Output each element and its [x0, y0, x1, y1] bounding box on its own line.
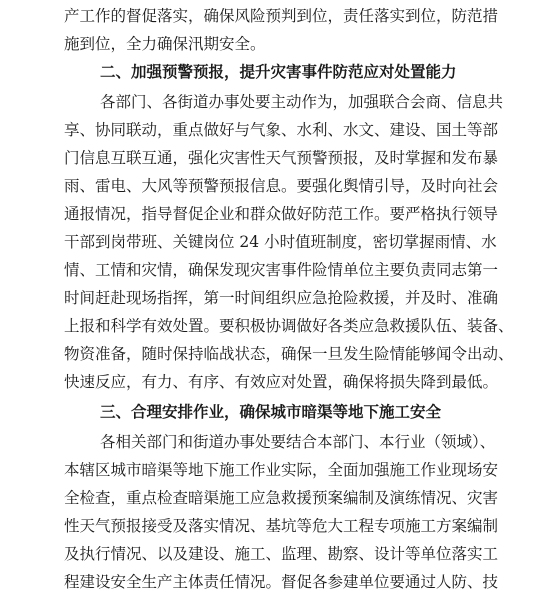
text-line: [0, 458, 547, 482]
line-text: 通报情况，指导督促企业和群众做好防范工作。要严格执行领导: [64, 205, 499, 223]
line-text: 各相关部门和街道办事处要结合本部门、本行业（领域）、: [100, 433, 496, 451]
line-text: 享、协同联动，重点做好与气象、水利、水文、建设、国土等部: [64, 121, 499, 139]
text-line: [0, 90, 547, 114]
line-text: 及执行情况、以及建设、施工、监理、勘察、设计等单位落实工: [64, 545, 499, 563]
line-text: 产工作的督促落实，确保风险预判到位，责任落实到位，防范措: [64, 7, 499, 25]
text-line: [0, 486, 547, 510]
text-line: [0, 430, 547, 454]
line-text: 施到位，全力确保汛期安全。: [64, 35, 266, 53]
line-text: 门信息互联互通，强化灾害性天气预警预报，及时掌握和发布暴: [64, 149, 499, 167]
line-text: 快速反应，有力、有序、有效应对处置，确保将损失降到最低。: [64, 373, 499, 391]
text-line: [0, 202, 547, 226]
text-line: [0, 570, 547, 594]
line-text: 时间赶赴现场指挥，第一时间组织应急抢险救援，并及时、准确: [64, 289, 499, 307]
text-line: [0, 258, 547, 282]
line-text: 各部门、各街道办事处要主动作为，加强联合会商、信息共: [100, 93, 504, 111]
line-text: 全检查，重点检查暗渠施工应急救援预案编制及演练情况、灾害: [64, 489, 499, 507]
text-line: [0, 32, 547, 56]
text-line: [0, 370, 547, 394]
text-line: [0, 514, 547, 538]
line-text: 情、工情和灾情，确保发现灾害事件险情单位主要负责同志第一: [64, 261, 499, 279]
line-text: 程建设安全生产主体责任情况。督促各参建单位要通过人防、技: [64, 573, 499, 591]
section-heading: [0, 400, 547, 424]
section-heading: [0, 60, 547, 84]
text-line: [0, 146, 547, 170]
text-line: [0, 4, 547, 28]
line-text: 本辖区城市暗渠等地下施工作业实际，全面加强施工作业现场安: [64, 461, 499, 479]
line-text: 物资准备，随时保持临战状态，确保一旦发生险情能够闻令出动、: [64, 345, 514, 363]
text-line: [0, 542, 547, 566]
text-line: [0, 286, 547, 310]
text-line: [0, 230, 547, 254]
line-text: 上报和科学有效处置。要积极协调做好各类应急救援队伍、装备、: [64, 317, 514, 335]
text-line: [0, 342, 547, 366]
heading-text: 三、合理安排作业，确保城市暗渠等地下施工安全: [100, 403, 442, 421]
text-line: [0, 314, 547, 338]
text-line: [0, 118, 547, 142]
line-text: 性天气预报接受及落实情况、基坑等危大工程专项施工方案编制: [64, 517, 499, 535]
line-text: 雨、雷电、大风等预警预报信息。要强化舆情引导，及时向社会: [64, 177, 499, 195]
text-line: [0, 174, 547, 198]
line-text: 干部到岗带班、关键岗位 24 小时值班制度，密切掌握雨情、水: [64, 233, 497, 251]
heading-text: 二、加强预警预报，提升灾害事件防范应对处置能力: [100, 63, 457, 81]
